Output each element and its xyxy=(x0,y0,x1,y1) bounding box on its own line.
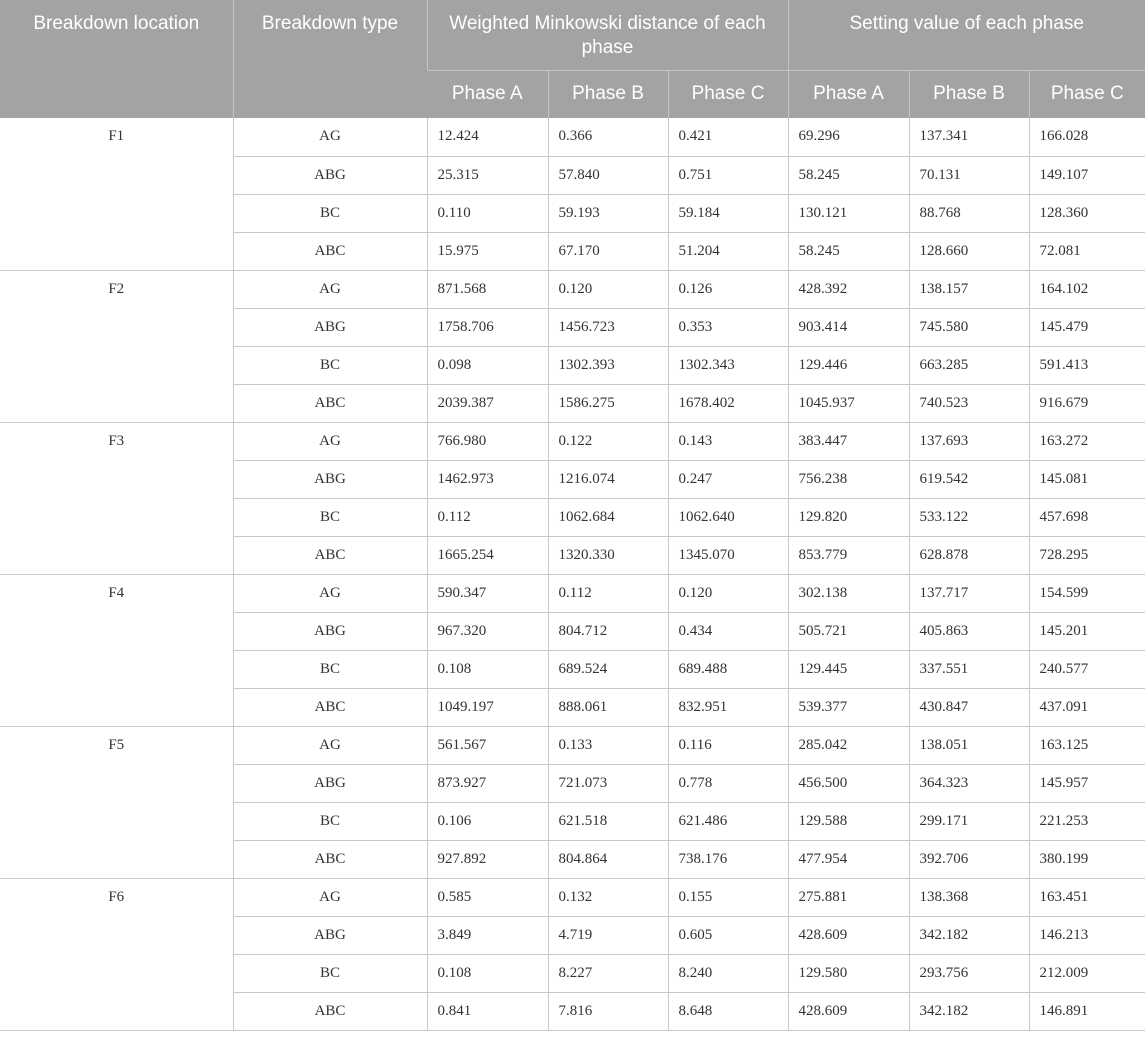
value-cell: 561.567 xyxy=(427,726,548,764)
table-row xyxy=(0,270,1145,308)
value-cell: 4.719 xyxy=(548,916,668,954)
breakdown-type-cell: ABC xyxy=(233,992,427,1030)
value-cell: 129.580 xyxy=(788,954,909,992)
value-cell: 430.847 xyxy=(909,688,1029,726)
value-cell: 505.721 xyxy=(788,612,909,650)
value-cell: 766.980 xyxy=(427,422,548,460)
value-cell: 0.133 xyxy=(548,726,668,764)
value-cell: 0.434 xyxy=(668,612,788,650)
value-cell: 145.479 xyxy=(1029,308,1145,346)
value-cell: 154.599 xyxy=(1029,574,1145,612)
table-row xyxy=(0,118,1145,156)
value-cell: 240.577 xyxy=(1029,650,1145,688)
value-cell: 533.122 xyxy=(909,498,1029,536)
value-cell: 428.609 xyxy=(788,992,909,1030)
value-cell: 57.840 xyxy=(548,156,668,194)
value-cell: 628.878 xyxy=(909,536,1029,574)
value-cell: 0.143 xyxy=(668,422,788,460)
value-cell: 145.081 xyxy=(1029,460,1145,498)
value-cell: 1302.343 xyxy=(668,346,788,384)
value-cell: 0.108 xyxy=(427,650,548,688)
value-cell: 138.368 xyxy=(909,878,1029,916)
value-cell: 129.820 xyxy=(788,498,909,536)
value-cell: 738.176 xyxy=(668,840,788,878)
value-cell: 888.061 xyxy=(548,688,668,726)
value-cell: 145.957 xyxy=(1029,764,1145,802)
value-cell: 12.424 xyxy=(427,118,548,156)
value-cell: 967.320 xyxy=(427,612,548,650)
value-cell: 1462.973 xyxy=(427,460,548,498)
value-cell: 0.110 xyxy=(427,194,548,232)
value-cell: 163.125 xyxy=(1029,726,1145,764)
value-cell: 0.098 xyxy=(427,346,548,384)
value-cell: 137.341 xyxy=(909,118,1029,156)
breakdown-type-cell: ABC xyxy=(233,384,427,422)
breakdown-type-cell: AG xyxy=(233,422,427,460)
value-cell: 8.240 xyxy=(668,954,788,992)
value-cell: 129.445 xyxy=(788,650,909,688)
value-cell: 163.451 xyxy=(1029,878,1145,916)
value-cell: 428.392 xyxy=(788,270,909,308)
value-cell: 1216.074 xyxy=(548,460,668,498)
breakdown-type-cell: BC xyxy=(233,650,427,688)
breakdown-location-cell: F5 xyxy=(0,726,233,878)
value-cell: 3.849 xyxy=(427,916,548,954)
value-cell: 0.605 xyxy=(668,916,788,954)
value-cell: 88.768 xyxy=(909,194,1029,232)
value-cell: 1062.640 xyxy=(668,498,788,536)
value-cell: 477.954 xyxy=(788,840,909,878)
breakdown-type-cell: ABG xyxy=(233,156,427,194)
value-cell: 0.120 xyxy=(548,270,668,308)
value-cell: 728.295 xyxy=(1029,536,1145,574)
value-cell: 428.609 xyxy=(788,916,909,954)
value-cell: 1320.330 xyxy=(548,536,668,574)
header-setting-phase-a: Phase A xyxy=(788,70,909,118)
value-cell: 337.551 xyxy=(909,650,1029,688)
breakdown-type-cell: ABC xyxy=(233,840,427,878)
header-breakdown-type: Breakdown type xyxy=(233,0,427,118)
breakdown-type-cell: ABC xyxy=(233,536,427,574)
table-row xyxy=(0,726,1145,764)
header-distance-phase-a: Phase A xyxy=(427,70,548,118)
breakdown-location-cell: F1 xyxy=(0,118,233,270)
value-cell: 437.091 xyxy=(1029,688,1145,726)
breakdown-type-cell: BC xyxy=(233,194,427,232)
value-cell: 380.199 xyxy=(1029,840,1145,878)
value-cell: 0.108 xyxy=(427,954,548,992)
value-cell: 0.353 xyxy=(668,308,788,346)
value-cell: 621.518 xyxy=(548,802,668,840)
header-setting-value: Setting value of each phase xyxy=(788,0,1145,70)
value-cell: 0.841 xyxy=(427,992,548,1030)
value-cell: 619.542 xyxy=(909,460,1029,498)
value-cell: 832.951 xyxy=(668,688,788,726)
table-row xyxy=(0,422,1145,460)
breakdown-type-cell: ABG xyxy=(233,460,427,498)
value-cell: 299.171 xyxy=(909,802,1029,840)
value-cell: 149.107 xyxy=(1029,156,1145,194)
value-cell: 383.447 xyxy=(788,422,909,460)
value-cell: 70.131 xyxy=(909,156,1029,194)
breakdown-type-cell: BC xyxy=(233,802,427,840)
breakdown-type-cell: ABG xyxy=(233,308,427,346)
value-cell: 8.648 xyxy=(668,992,788,1030)
breakdown-location-cell: F4 xyxy=(0,574,233,726)
value-cell: 8.227 xyxy=(548,954,668,992)
value-cell: 0.106 xyxy=(427,802,548,840)
table-body xyxy=(0,118,1145,1030)
value-cell: 342.182 xyxy=(909,916,1029,954)
breakdown-type-cell: ABC xyxy=(233,232,427,270)
breakdown-location-cell: F6 xyxy=(0,878,233,1030)
value-cell: 137.693 xyxy=(909,422,1029,460)
table-row xyxy=(0,878,1145,916)
table-header xyxy=(0,0,1145,118)
value-cell: 1758.706 xyxy=(427,308,548,346)
value-cell: 138.051 xyxy=(909,726,1029,764)
value-cell: 212.009 xyxy=(1029,954,1145,992)
value-cell: 146.891 xyxy=(1029,992,1145,1030)
header-distance-phase-b: Phase B xyxy=(548,70,668,118)
value-cell: 0.421 xyxy=(668,118,788,156)
value-cell: 0.366 xyxy=(548,118,668,156)
value-cell: 59.193 xyxy=(548,194,668,232)
value-cell: 0.585 xyxy=(427,878,548,916)
value-cell: 689.488 xyxy=(668,650,788,688)
breakdown-location-cell: F3 xyxy=(0,422,233,574)
value-cell: 130.121 xyxy=(788,194,909,232)
value-cell: 138.157 xyxy=(909,270,1029,308)
value-cell: 591.413 xyxy=(1029,346,1145,384)
value-cell: 59.184 xyxy=(668,194,788,232)
value-cell: 342.182 xyxy=(909,992,1029,1030)
header-setting-phase-c: Phase C xyxy=(1029,70,1145,118)
value-cell: 1586.275 xyxy=(548,384,668,422)
value-cell: 137.717 xyxy=(909,574,1029,612)
breakdown-location-cell: F2 xyxy=(0,270,233,422)
header-distance-phase-c: Phase C xyxy=(668,70,788,118)
value-cell: 129.588 xyxy=(788,802,909,840)
value-cell: 1045.937 xyxy=(788,384,909,422)
value-cell: 0.120 xyxy=(668,574,788,612)
value-cell: 740.523 xyxy=(909,384,1029,422)
value-cell: 128.660 xyxy=(909,232,1029,270)
breakdown-type-cell: AG xyxy=(233,270,427,308)
table-row xyxy=(0,574,1145,612)
value-cell: 72.081 xyxy=(1029,232,1145,270)
value-cell: 804.864 xyxy=(548,840,668,878)
value-cell: 1665.254 xyxy=(427,536,548,574)
value-cell: 1062.684 xyxy=(548,498,668,536)
value-cell: 302.138 xyxy=(788,574,909,612)
breakdown-type-cell: BC xyxy=(233,346,427,384)
value-cell: 1302.393 xyxy=(548,346,668,384)
value-cell: 166.028 xyxy=(1029,118,1145,156)
value-cell: 590.347 xyxy=(427,574,548,612)
value-cell: 0.126 xyxy=(668,270,788,308)
breakdown-type-cell: ABG xyxy=(233,916,427,954)
header-setting-phase-b: Phase B xyxy=(909,70,1029,118)
value-cell: 873.927 xyxy=(427,764,548,802)
header-weighted-minkowski-distance: Weighted Minkowski distance of each phase xyxy=(427,0,788,70)
value-cell: 1049.197 xyxy=(427,688,548,726)
value-cell: 689.524 xyxy=(548,650,668,688)
value-cell: 0.116 xyxy=(668,726,788,764)
value-cell: 663.285 xyxy=(909,346,1029,384)
value-cell: 721.073 xyxy=(548,764,668,802)
value-cell: 2039.387 xyxy=(427,384,548,422)
value-cell: 745.580 xyxy=(909,308,1029,346)
value-cell: 58.245 xyxy=(788,232,909,270)
value-cell: 146.213 xyxy=(1029,916,1145,954)
breakdown-type-cell: AG xyxy=(233,878,427,916)
breakdown-type-cell: AG xyxy=(233,726,427,764)
header-breakdown-location: Breakdown location xyxy=(0,0,233,118)
breakdown-type-cell: ABG xyxy=(233,764,427,802)
value-cell: 392.706 xyxy=(909,840,1029,878)
value-cell: 456.500 xyxy=(788,764,909,802)
value-cell: 164.102 xyxy=(1029,270,1145,308)
value-cell: 69.296 xyxy=(788,118,909,156)
value-cell: 0.132 xyxy=(548,878,668,916)
value-cell: 145.201 xyxy=(1029,612,1145,650)
breakdown-type-cell: ABC xyxy=(233,688,427,726)
value-cell: 0.112 xyxy=(427,498,548,536)
value-cell: 67.170 xyxy=(548,232,668,270)
value-cell: 871.568 xyxy=(427,270,548,308)
value-cell: 0.751 xyxy=(668,156,788,194)
value-cell: 364.323 xyxy=(909,764,1029,802)
value-cell: 927.892 xyxy=(427,840,548,878)
value-cell: 853.779 xyxy=(788,536,909,574)
value-cell: 7.816 xyxy=(548,992,668,1030)
breakdown-type-cell: AG xyxy=(233,118,427,156)
value-cell: 539.377 xyxy=(788,688,909,726)
value-cell: 405.863 xyxy=(909,612,1029,650)
breakdown-type-cell: BC xyxy=(233,498,427,536)
value-cell: 0.155 xyxy=(668,878,788,916)
value-cell: 457.698 xyxy=(1029,498,1145,536)
value-cell: 221.253 xyxy=(1029,802,1145,840)
value-cell: 58.245 xyxy=(788,156,909,194)
value-cell: 0.122 xyxy=(548,422,668,460)
value-cell: 285.042 xyxy=(788,726,909,764)
value-cell: 0.112 xyxy=(548,574,668,612)
value-cell: 903.414 xyxy=(788,308,909,346)
value-cell: 0.778 xyxy=(668,764,788,802)
value-cell: 163.272 xyxy=(1029,422,1145,460)
breakdown-type-cell: ABG xyxy=(233,612,427,650)
value-cell: 15.975 xyxy=(427,232,548,270)
value-cell: 756.238 xyxy=(788,460,909,498)
value-cell: 621.486 xyxy=(668,802,788,840)
value-cell: 1678.402 xyxy=(668,384,788,422)
value-cell: 51.204 xyxy=(668,232,788,270)
breakdown-type-cell: AG xyxy=(233,574,427,612)
value-cell: 1345.070 xyxy=(668,536,788,574)
value-cell: 804.712 xyxy=(548,612,668,650)
value-cell: 25.315 xyxy=(427,156,548,194)
value-cell: 0.247 xyxy=(668,460,788,498)
value-cell: 916.679 xyxy=(1029,384,1145,422)
value-cell: 128.360 xyxy=(1029,194,1145,232)
value-cell: 129.446 xyxy=(788,346,909,384)
breakdown-type-cell: BC xyxy=(233,954,427,992)
value-cell: 275.881 xyxy=(788,878,909,916)
value-cell: 1456.723 xyxy=(548,308,668,346)
value-cell: 293.756 xyxy=(909,954,1029,992)
